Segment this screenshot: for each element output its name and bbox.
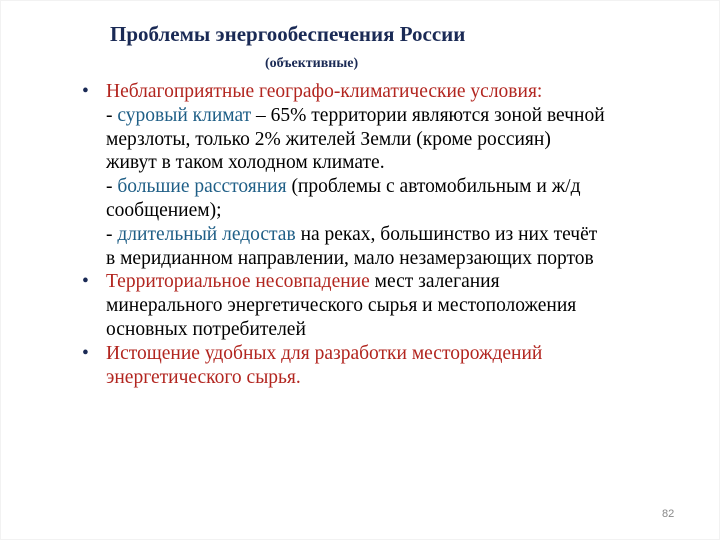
bullet-first-line — [106, 270, 718, 294]
bullet-lead: Неблагоприятные географо-климатические условия: — [106, 81, 543, 102]
slide-subtitle: (объективные) — [265, 56, 359, 71]
bullet-depletion-line: энергетического сырья. — [106, 366, 301, 388]
sub-item-ice — [106, 223, 718, 247]
bullet-dot-icon: • — [82, 271, 89, 293]
sub-item-distances — [106, 175, 718, 199]
item-text: – 65% территории являются зоной вечной — [251, 104, 605, 126]
item-text: на реках, большинство из них течёт — [295, 223, 598, 245]
item-continuation: мерзлоты, только 2% жителей Земли (кроме россиян) — [106, 128, 551, 150]
dash: - — [106, 223, 118, 245]
bullet-depletion-line: Истощение удобных для разработки месторождений — [106, 342, 543, 364]
dash: - — [106, 104, 118, 126]
term-territorial-mismatch: Территориальное несовпадение — [106, 271, 370, 293]
item-continuation: основных потребителей — [106, 318, 306, 340]
item-text: мест залегания — [369, 271, 500, 293]
slide-title: Проблемы энергообеспечения России — [110, 22, 466, 46]
term-harsh-climate: суровый климат — [117, 104, 252, 126]
item-continuation: в меридианном направлении, мало незамерзающих портов — [106, 247, 594, 269]
dash: - — [106, 176, 118, 198]
item-continuation: минерального энергетического сырья и местоположения — [106, 295, 577, 317]
bullet-climate — [78, 80, 718, 270]
item-continuation: живут в таком холодном климате. — [106, 152, 385, 174]
bullet-dot-icon: • — [82, 342, 89, 364]
item-text: (проблемы с автомобильным и ж/д — [286, 176, 581, 198]
slide-content — [78, 80, 718, 389]
term-long-freeze: длительный ледостав — [117, 223, 296, 245]
bullet-depletion — [78, 342, 718, 390]
page-number: 82 — [662, 508, 675, 520]
sub-item-climate — [106, 104, 718, 128]
bullet-territorial-mismatch — [78, 270, 718, 341]
term-large-distances: большие расстояния — [117, 176, 287, 198]
bullet-dot-icon: • — [82, 81, 89, 102]
item-continuation: сообщением); — [106, 199, 222, 221]
